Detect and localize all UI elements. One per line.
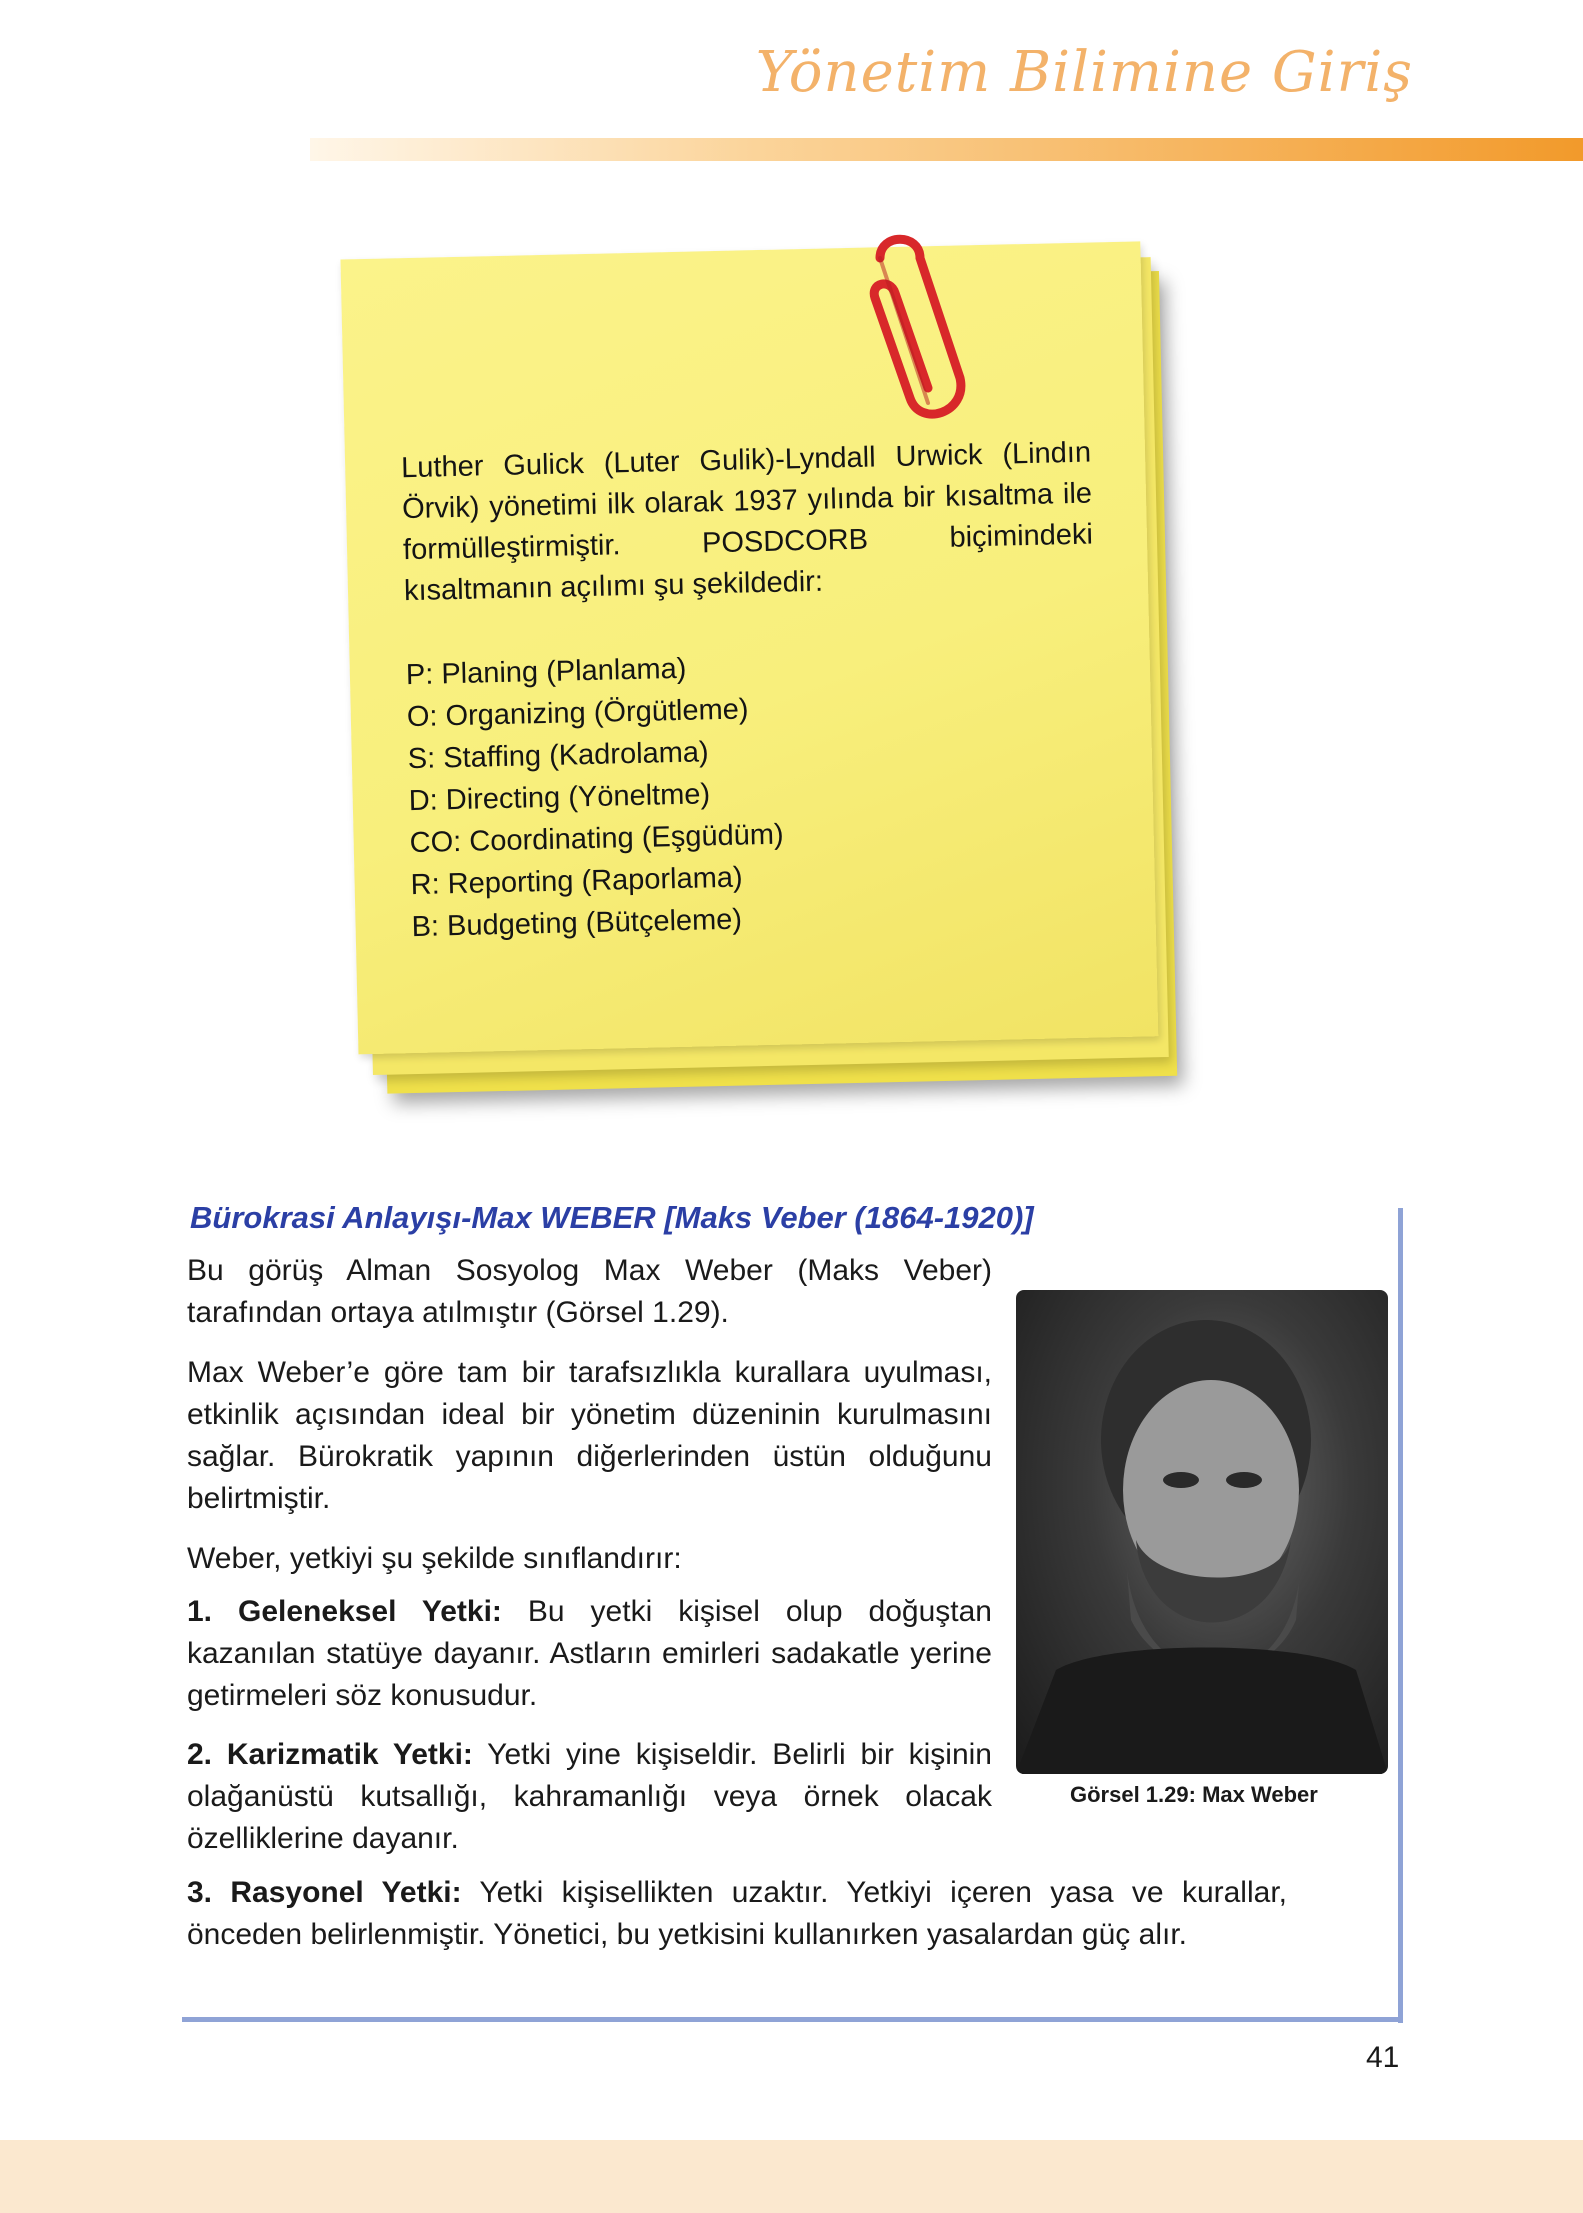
portrait-image [1016, 1290, 1388, 1774]
item-number: 3. [187, 1876, 213, 1909]
list-item [187, 1591, 992, 1717]
max-weber-photo [1016, 1290, 1388, 1774]
posdcorb-item: D: Directing (Yöneltme) [408, 778, 711, 818]
paragraph-text: Max Weber’e göre tam bir tarafsızlıkla kurallara uyulması, etkinlik açısından ideal bir yönetim düzeninin kurulmasını sağlar. Bürokratik yapının diğerlerinden üstün olduğunu belirtmiştir. [187, 1356, 992, 1515]
footer-band [0, 2140, 1583, 2213]
item-label: Rasyonel Yetki: [230, 1876, 462, 1909]
item-number: 1. [187, 1595, 213, 1628]
posdcorb-item: CO: Coordinating (Eşgüdüm) [409, 818, 784, 860]
paperclip-icon [840, 228, 980, 438]
sticky-note [340, 241, 1189, 1110]
note-text [401, 433, 1102, 949]
page-number: 41 [1366, 2041, 1400, 2074]
header-title: Yönetim Bilimine Giriş [755, 40, 1413, 105]
posdcorb-item: S: Staffing (Kadrolama) [407, 736, 709, 776]
paragraph-text: Weber, yetkiyi şu şekilde sınıflandırır: [187, 1542, 682, 1575]
item-label: Karizmatik Yetki: [226, 1738, 473, 1771]
paragraph-text: Bu görüş Alman Sosyolog Max Weber (Maks Veber) tarafından ortaya atılmıştır (Görsel 1.29). [187, 1254, 992, 1329]
posdcorb-item: P: Planing (Planlama) [405, 652, 687, 692]
note-front [340, 241, 1158, 1054]
list-item [187, 1872, 1287, 1956]
paragraph-intro [187, 1250, 992, 1334]
posdcorb-item: B: Budgeting (Bütçeleme) [411, 903, 743, 944]
posdcorb-item: R: Reporting (Raporlama) [410, 861, 743, 902]
list-item [187, 1734, 992, 1860]
header-bar [310, 138, 1583, 161]
item-text: Yetki yine kişiseldir. Belirli bir kişinin olağanüstü kutsallığı, kahramanlığı veya örnek olacak özelliklerine dayanır. [187, 1738, 992, 1855]
photo-caption: Görsel 1.29: Max Weber [1070, 1782, 1318, 1807]
paragraph-weber-view [187, 1352, 992, 1520]
note-intro: Luther Gulick (Luter Gulik)-Lyndall Urwick (Lindın Örvik) yönetimi ilk olarak 1937 yılında bir kısaltma ile formülleştirmiştir. POSDCORB biçimindeki kısaltmanın açılımı şu şekildedir: [400, 436, 1094, 608]
item-text: Yetki kişisellikten uzaktır. Yetkiyi içeren yasa ve kurallar, önceden belirlenmiştir. Yönetici, bu yetkisini kullanırken yasalardan güç alır. [187, 1876, 1287, 1951]
paragraph-classification [187, 1538, 992, 1580]
item-number: 2. [187, 1738, 213, 1771]
section-border-bottom [182, 2017, 1403, 2022]
section-border-right [1398, 1208, 1403, 2023]
posdcorb-list [405, 638, 1101, 948]
posdcorb-item: O: Organizing (Örgütleme) [406, 693, 749, 734]
section-heading: Bürokrasi Anlayışı-Max WEBER [Maks Veber (1864-1920)] [190, 1200, 1034, 1235]
item-label: Geleneksel Yetki: [238, 1595, 502, 1628]
item-text: Bu yetki kişisel olup doğuştan kazanılan statüye dayanır. Astların emirleri sadakatle yerine getirmeleri söz konusudur. [187, 1595, 992, 1712]
